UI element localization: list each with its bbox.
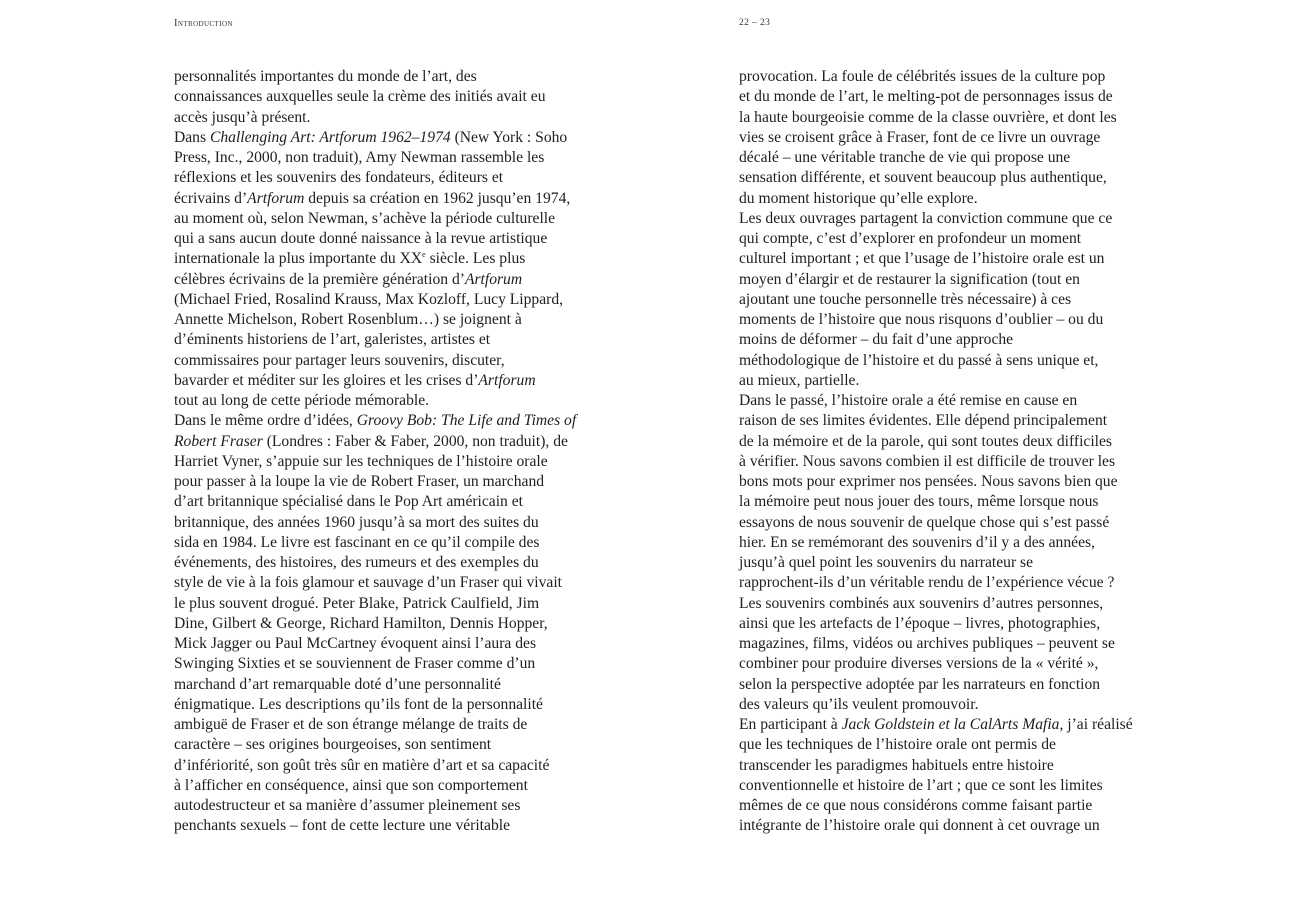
italic-title-span: Artforum bbox=[464, 270, 523, 288]
superscript: e bbox=[422, 250, 426, 260]
text-span: la haute bourgeoisie comme de la classe ouvrière, et dont les bbox=[739, 108, 1117, 126]
text-line bbox=[739, 351, 1139, 371]
text-span: vies se croisent grâce à Fraser, font de ce livre un ouvrage bbox=[739, 128, 1101, 146]
text-span: britannique, des années 1960 jusqu’à sa mort des suites du bbox=[174, 513, 539, 531]
text-span: qui compte, c’est d’explorer en profondeur un moment bbox=[739, 230, 1082, 247]
text-line bbox=[174, 472, 574, 492]
text-span: moyen d’élargir et de restaurer la signification (tout en bbox=[739, 270, 1080, 288]
text-span: sida en 1984. Le livre est fascinant en ce qu’il compile des bbox=[174, 533, 540, 551]
italic-title-span: Jack Goldstein et la CalArts Mafia bbox=[841, 716, 1060, 733]
text-line bbox=[174, 756, 574, 776]
italic-title-span: Artforum bbox=[247, 189, 305, 207]
text-span: bavarder et méditer sur les gloires et les crises d’ bbox=[174, 371, 479, 389]
text-span: Annette Michelson, Robert Rosenblum…) se joignent à bbox=[174, 311, 522, 328]
text-span: pour passer à la loupe la vie de Robert Fraser, un marchand bbox=[174, 473, 545, 490]
text-span: d’infériorité, son goût très sûr en matière d’art et sa capacité bbox=[174, 756, 550, 774]
text-line bbox=[174, 533, 574, 553]
running-head-page-numbers: 22 – 23 bbox=[739, 18, 771, 28]
text-line bbox=[174, 148, 574, 168]
text-span: , j’ai réalisé bbox=[1059, 716, 1133, 733]
text-span: magazines, films, vidéos ou archives publiques – peuvent se bbox=[739, 635, 1115, 652]
text-line bbox=[739, 67, 1139, 87]
text-line bbox=[174, 310, 574, 330]
text-span: de la mémoire et de la parole, qui sont toutes deux difficiles bbox=[739, 432, 1112, 450]
text-line bbox=[739, 594, 1139, 614]
text-span: au moment où, selon Newman, s’achève la période culturelle bbox=[174, 209, 556, 227]
text-line bbox=[174, 816, 574, 836]
text-span: moments de l’histoire que nous risquons d’oublier – ou du bbox=[739, 311, 1104, 328]
text-span: style de vie à la fois glamour et sauvage d’un Fraser qui vivait bbox=[174, 574, 563, 592]
text-line bbox=[174, 371, 574, 391]
text-span: la mémoire peut nous jouer des tours, même lorsque nous bbox=[739, 493, 1099, 511]
text-line bbox=[174, 128, 574, 148]
text-span: Harriet Vyner, s’appuie sur les techniques de l’histoire orale bbox=[174, 452, 548, 470]
text-line bbox=[174, 594, 574, 614]
text-line bbox=[739, 513, 1139, 533]
text-line bbox=[739, 553, 1139, 573]
text-line bbox=[739, 796, 1139, 816]
text-line bbox=[174, 614, 574, 634]
text-span: à l’afficher en conséquence, ainsi que son comportement bbox=[174, 776, 528, 794]
text-span: rapprochent-ils d’un véritable rendu de l’expérience vécue ? bbox=[739, 574, 1115, 592]
text-line bbox=[739, 756, 1139, 776]
text-line bbox=[174, 229, 574, 249]
text-line bbox=[174, 715, 574, 735]
text-line bbox=[174, 168, 574, 188]
text-line bbox=[174, 695, 574, 715]
text-line bbox=[739, 432, 1139, 452]
text-span: sensation différente, et souvent beaucoup plus authentique, bbox=[739, 169, 1107, 187]
text-line bbox=[174, 654, 574, 674]
text-line bbox=[174, 351, 574, 371]
text-line bbox=[174, 209, 574, 229]
text-line bbox=[739, 614, 1139, 634]
italic-title-span: Groovy Bob: The Life and Times of bbox=[356, 412, 577, 430]
text-line bbox=[739, 573, 1139, 593]
text-line bbox=[739, 189, 1139, 209]
text-span: essayons de nous souvenir de quelque chose qui s’est passé bbox=[739, 513, 1110, 531]
text-span: siècle. Les plus bbox=[425, 250, 526, 268]
text-line bbox=[174, 411, 577, 431]
text-span: (New York : Soho bbox=[450, 128, 568, 146]
text-span: événements, des histoires, des rumeurs et des exemples du bbox=[174, 554, 539, 571]
text-span: d’art britannique spécialisé dans le Pop Art américain et bbox=[174, 493, 524, 511]
text-line bbox=[174, 735, 574, 755]
text-span: ajoutant une touche personnelle très nécessaire) à ces bbox=[739, 290, 1072, 308]
text-span: moins de déformer – du fait d’une approche bbox=[739, 331, 1014, 349]
text-span: commissaires pour partager leurs souvenirs, discuter, bbox=[174, 351, 505, 369]
text-span: jusqu’à quel point les souvenirs du narrateur se bbox=[739, 554, 1034, 571]
text-line bbox=[739, 533, 1139, 553]
text-span: au mieux, partielle. bbox=[739, 371, 860, 389]
text-line bbox=[739, 776, 1139, 796]
text-line bbox=[739, 654, 1139, 674]
text-line bbox=[739, 270, 1139, 290]
text-span: conventionnelle et histoire de l’art ; que ce sont les limites bbox=[739, 776, 1103, 794]
text-line bbox=[739, 290, 1139, 310]
text-span: que les techniques de l’histoire orale ont permis de bbox=[739, 736, 1056, 754]
text-line bbox=[739, 371, 1139, 391]
text-line bbox=[739, 675, 1139, 695]
text-span: combiner pour produire diverses versions de la « vérité », bbox=[739, 655, 1099, 673]
italic-title-span: Robert Fraser bbox=[174, 432, 263, 450]
text-span: Dans bbox=[174, 128, 210, 146]
text-line bbox=[174, 67, 574, 87]
text-span: Les souvenirs combinés aux souvenirs d’autres personnes, bbox=[739, 594, 1104, 612]
text-span: ambiguë de Fraser et de son étrange mélange de traits de bbox=[174, 716, 528, 733]
text-line bbox=[739, 87, 1139, 107]
text-line bbox=[739, 816, 1139, 836]
text-span: Swinging Sixties et se souviennent de Fraser comme d’un bbox=[174, 655, 536, 673]
text-span: provocation. La foule de célébrités issues de la culture pop bbox=[739, 68, 1106, 85]
text-span: du moment historique qu’elle explore. bbox=[739, 189, 978, 207]
running-head-section-title: Introduction bbox=[174, 18, 233, 29]
left-page-text-column bbox=[174, 67, 577, 837]
text-line bbox=[739, 452, 1139, 472]
text-span: selon la perspective adoptée par les narrateurs en fonction bbox=[739, 675, 1101, 693]
text-line bbox=[739, 472, 1139, 492]
text-span: méthodologique de l’histoire et du passé à sens unique et, bbox=[739, 351, 1099, 369]
text-line bbox=[739, 229, 1139, 249]
text-span: Press, Inc., 2000, non traduit), Amy Newman rassemble les bbox=[174, 149, 545, 166]
text-line bbox=[174, 432, 574, 452]
text-line bbox=[739, 209, 1139, 229]
text-span: depuis sa création en 1962 jusqu’en 1974, bbox=[304, 189, 571, 207]
text-span: tout au long de cette période mémorable. bbox=[174, 392, 430, 409]
text-span: Les deux ouvrages partagent la conviction commune que ce bbox=[739, 209, 1113, 227]
text-span: le plus souvent drogué. Peter Blake, Patrick Caulfield, Jim bbox=[174, 594, 540, 612]
text-span: réflexions et les souvenirs des fondateurs, éditeurs et bbox=[174, 169, 504, 187]
text-span: Dans le même ordre d’idées, bbox=[174, 412, 357, 430]
text-span: et du monde de l’art, le melting-pot de personnages issus de bbox=[739, 88, 1113, 106]
text-span: d’éminents historiens de l’art, galeristes, artistes et bbox=[174, 331, 491, 349]
text-span: internationale la plus importante du XX bbox=[174, 250, 423, 268]
text-line bbox=[739, 715, 1139, 735]
text-line bbox=[739, 411, 1139, 431]
text-span: Mick Jagger ou Paul McCartney évoquent ainsi l’aura des bbox=[174, 635, 537, 652]
text-span: écrivains d’ bbox=[174, 189, 248, 207]
text-span: culturel important ; et que l’usage de l’histoire orale est un bbox=[739, 250, 1105, 268]
text-span: qui a sans aucun doute donné naissance à la revue artistique bbox=[174, 230, 548, 247]
text-line bbox=[739, 168, 1139, 188]
text-span: personnalités importantes du monde de l’art, des bbox=[174, 68, 477, 85]
text-line bbox=[174, 553, 574, 573]
text-line bbox=[174, 634, 574, 654]
text-line bbox=[739, 310, 1139, 330]
text-line bbox=[174, 796, 574, 816]
text-line bbox=[174, 108, 574, 128]
text-line bbox=[739, 695, 1139, 715]
text-span: transcender les paradigmes habituels entre histoire bbox=[739, 756, 1054, 774]
text-line bbox=[174, 391, 574, 411]
text-line bbox=[174, 492, 574, 512]
text-span: à vérifier. Nous savons combien il est difficile de trouver les bbox=[739, 452, 1116, 470]
text-span: connaissances auxquelles seule la crème des initiés avait eu bbox=[174, 88, 546, 106]
text-span: intégrante de l’histoire orale qui donnent à cet ouvrage un bbox=[739, 817, 1100, 835]
text-span: célèbres écrivains de la première génération d’ bbox=[174, 270, 465, 288]
italic-title-span: Artforum bbox=[478, 371, 536, 389]
text-span: marchand d’art remarquable doté d’une personnalité bbox=[174, 675, 501, 693]
text-span: caractère – ses origines bourgeoises, son sentiment bbox=[174, 736, 492, 754]
text-span: penchants sexuels – font de cette lecture une véritable bbox=[174, 817, 510, 835]
text-line bbox=[739, 148, 1139, 168]
text-line bbox=[739, 108, 1139, 128]
text-span: accès jusqu’à présent. bbox=[174, 108, 311, 126]
text-span: Dans le passé, l’histoire orale a été remise en cause en bbox=[739, 392, 1078, 409]
text-span: raison de ses limites évidentes. Elle dépend principalement bbox=[739, 412, 1108, 430]
text-line bbox=[739, 634, 1139, 654]
text-line bbox=[174, 675, 574, 695]
text-line bbox=[174, 249, 574, 269]
text-span: En participant à bbox=[739, 716, 842, 733]
text-line bbox=[174, 776, 574, 796]
text-line bbox=[739, 128, 1139, 148]
text-line bbox=[174, 270, 574, 290]
text-span: décalé – une véritable tranche de vie qui propose une bbox=[739, 149, 1071, 166]
text-span: hier. En se remémorant des souvenirs d’il y a des années, bbox=[739, 533, 1095, 551]
text-span: mêmes de ce que nous considérons comme faisant partie bbox=[739, 797, 1093, 814]
text-line bbox=[174, 513, 574, 533]
text-line bbox=[739, 330, 1139, 350]
text-line bbox=[739, 492, 1139, 512]
text-line bbox=[174, 290, 574, 310]
text-line bbox=[739, 735, 1139, 755]
text-span: autodestructeur et sa manière d’assumer pleinement ses bbox=[174, 797, 521, 814]
text-line bbox=[739, 391, 1139, 411]
italic-title-span: Challenging Art: Artforum 1962–1974 bbox=[209, 128, 451, 146]
text-line bbox=[174, 87, 574, 107]
text-line bbox=[174, 330, 574, 350]
text-line bbox=[739, 249, 1139, 269]
text-line bbox=[174, 573, 574, 593]
text-span: bons mots pour exprimer nos pensées. Nous savons bien que bbox=[739, 473, 1118, 490]
text-span: (Londres : Faber & Faber, 2000, non traduit), de bbox=[262, 432, 568, 450]
text-line bbox=[174, 189, 574, 209]
text-span: ainsi que les artefacts de l’époque – livres, photographies, bbox=[739, 614, 1101, 632]
right-page-text-column bbox=[739, 67, 1139, 837]
text-span: énigmatique. Les descriptions qu’ils font de la personnalité bbox=[174, 695, 543, 713]
text-span: des valeurs qu’ils veulent promouvoir. bbox=[739, 695, 979, 713]
text-span: (Michael Fried, Rosalind Krauss, Max Kozloff, Lucy Lippard, bbox=[174, 290, 564, 308]
text-line bbox=[174, 452, 574, 472]
text-span: Dine, Gilbert & George, Richard Hamilton, Dennis Hopper, bbox=[174, 614, 548, 632]
